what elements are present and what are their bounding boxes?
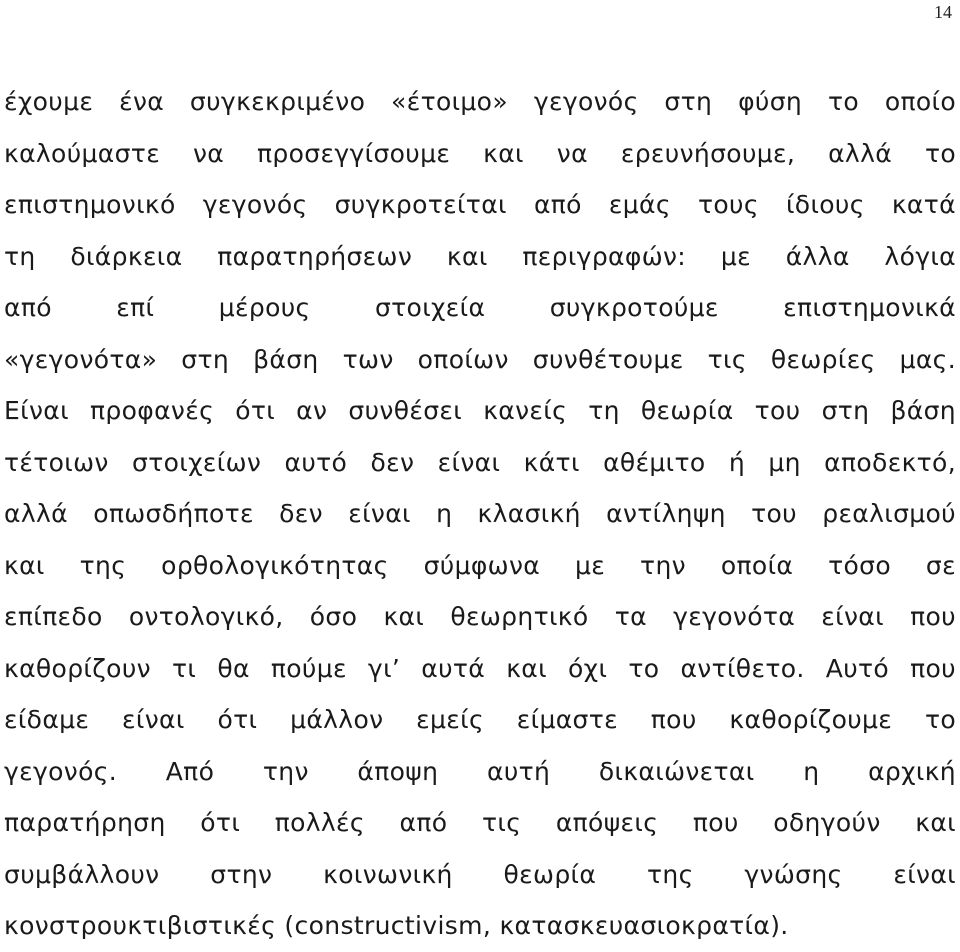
text-line-17: κονστρουκτιβιστικές (constructivism, κατασκευασιοκρατία).	[4, 911, 789, 940]
text-line-12: καθορίζουν τι θα πούμε γι’ αυτά και όχι το αντίθετο. Αυτό που	[4, 653, 956, 683]
text-line-10: και της ορθολογικότητας σύμφωνα με την οποία τόσο σε	[4, 550, 956, 580]
text-line-8: τέτοιων στοιχείων αυτό δεν είναι κάτι αθέμιτο ή μη αποδεκτό,	[4, 447, 956, 477]
page-number: 14	[934, 2, 952, 22]
text-line-15: παρατήρηση ότι πολλές από τις απόψεις που οδηγούν και	[4, 808, 956, 837]
text-line-4: τη διάρκεια παρατηρήσεων και περιγραφών: με άλλα λόγια	[4, 241, 956, 271]
text-line-9: αλλά οπωσδήποτε δεν είναι η κλασική αντίληψη του ρεαλισμού	[4, 499, 956, 528]
text-line-13: είδαμε είναι ότι μάλλον εμείς είμαστε που καθορίζουμε το	[4, 705, 956, 734]
text-line-2: καλούμαστε να προσεγγίσουμε και να ερευνήσουμε, αλλά το	[4, 138, 956, 168]
text-line-14: γεγονός. Από την άποψη αυτή δικαιώνεται η αρχική	[4, 756, 956, 786]
text-line-7: Είναι προφανές ότι αν συνθέσει κανείς τη θεωρία του στη βάση	[4, 396, 956, 425]
text-line-3: επιστημονικό γεγονός συγκροτείται από εμάς τους ίδιους κατά	[4, 190, 956, 219]
text-line-1: έχουμε ένα συγκεκριμένο «έτοιμο» γεγονός στη φύση το οποίο	[4, 87, 956, 116]
body-paragraph	[4, 76, 956, 952]
text-line-11: επίπεδο οντολογικό, όσο και θεωρητικό τα γεγονότα είναι που	[4, 602, 956, 631]
text-line-6: «γεγονότα» στη βάση των οποίων συνθέτουμε τις θεωρίες μας.	[4, 344, 956, 374]
text-line-16: συμβάλλουν στην κοινωνική θεωρία της γνώσης είναι	[4, 859, 956, 889]
text-line-5: από επί μέρους στοιχεία συγκροτούμε επιστημονικά	[4, 293, 956, 322]
